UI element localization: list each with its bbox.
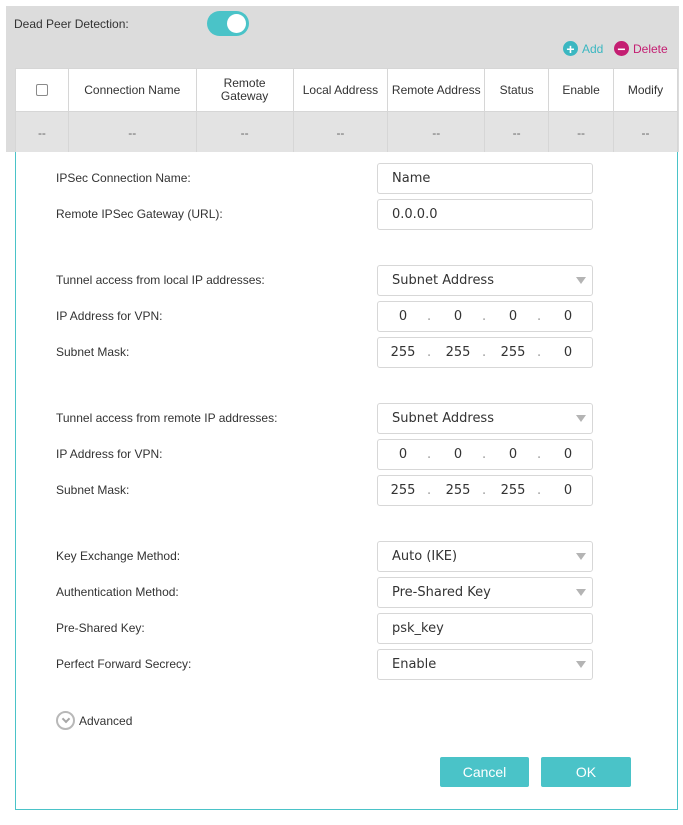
advanced-toggle[interactable]: [56, 711, 132, 730]
mask-octet[interactable]: 0: [563, 345, 573, 360]
cancel-button[interactable]: Cancel: [440, 757, 529, 787]
octet-dot: .: [427, 483, 432, 498]
add-label: Add: [582, 41, 604, 56]
local-ip-label: IP Address for VPN:: [56, 309, 163, 323]
remote-ip-input[interactable]: [377, 439, 593, 470]
delete-button[interactable]: [614, 41, 668, 56]
col-connection-name: Connection Name: [68, 69, 196, 112]
add-button[interactable]: [563, 41, 603, 56]
auth-method-label: Authentication Method:: [56, 585, 179, 599]
mask-octet[interactable]: 255: [390, 345, 416, 360]
octet-dot: .: [482, 483, 487, 498]
mask-octet[interactable]: 255: [500, 483, 526, 498]
ip-octet[interactable]: 0: [508, 447, 518, 462]
delete-label: Delete: [633, 41, 668, 56]
local-access-label: Tunnel access from local IP addresses:: [56, 273, 265, 287]
mask-octet[interactable]: 255: [445, 483, 471, 498]
ip-octet[interactable]: 0: [398, 447, 408, 462]
key-exchange-label: Key Exchange Method:: [56, 549, 181, 563]
col-remote-gateway: [196, 69, 293, 112]
table-cell: --: [388, 112, 485, 154]
octet-dot: .: [482, 447, 487, 462]
pfs-label: Perfect Forward Secrecy:: [56, 657, 192, 671]
local-access-value: Subnet Address: [392, 273, 494, 288]
mask-octet[interactable]: 255: [390, 483, 416, 498]
octet-dot: .: [537, 345, 542, 360]
auth-method-select[interactable]: [377, 577, 593, 608]
table-row: [16, 112, 678, 154]
table-cell: --: [614, 112, 678, 154]
local-mask-label: Subnet Mask:: [56, 345, 130, 359]
remote-mask-label: Subnet Mask:: [56, 483, 130, 497]
select-all-header: [16, 69, 69, 112]
octet-dot: .: [427, 447, 432, 462]
remote-access-value: Subnet Address: [392, 411, 494, 426]
col-status: Status: [485, 69, 549, 112]
col-remote-gateway-line1: Remote: [223, 76, 266, 90]
local-access-select[interactable]: [377, 265, 593, 296]
dropdown-arrow-icon: [576, 589, 586, 596]
mask-octet[interactable]: 0: [563, 483, 573, 498]
remote-access-label: Tunnel access from remote IP addresses:: [56, 411, 278, 425]
ip-octet[interactable]: 0: [563, 309, 573, 324]
vpn-connections-table: [15, 68, 678, 154]
octet-dot: .: [537, 483, 542, 498]
key-exchange-select[interactable]: [377, 541, 593, 572]
plus-icon: +: [563, 41, 578, 56]
ip-octet[interactable]: 0: [453, 447, 463, 462]
octet-dot: .: [427, 345, 432, 360]
remote-mask-input[interactable]: [377, 475, 593, 506]
table-cell: --: [68, 112, 196, 154]
select-all-checkbox[interactable]: [36, 84, 48, 96]
dropdown-arrow-icon: [576, 277, 586, 284]
psk-label: Pre-Shared Key:: [56, 621, 145, 635]
col-enable: Enable: [549, 69, 614, 112]
mask-octet[interactable]: 255: [445, 345, 471, 360]
ok-button[interactable]: OK: [541, 757, 631, 787]
toggle-knob: [227, 14, 246, 33]
table-cell: --: [196, 112, 293, 154]
pfs-value: Enable: [392, 657, 437, 672]
mask-octet[interactable]: 255: [500, 345, 526, 360]
connection-name-label: IPSec Connection Name:: [56, 171, 191, 185]
ip-octet[interactable]: 0: [508, 309, 518, 324]
octet-dot: .: [482, 345, 487, 360]
table-cell: --: [16, 112, 69, 154]
octet-dot: .: [427, 309, 432, 324]
minus-icon: −: [614, 41, 629, 56]
table-cell: --: [293, 112, 388, 154]
key-exchange-value: Auto (IKE): [392, 549, 458, 564]
remote-access-select[interactable]: [377, 403, 593, 434]
table-cell: --: [549, 112, 614, 154]
octet-dot: .: [482, 309, 487, 324]
auth-method-value: Pre-Shared Key: [392, 585, 491, 600]
ip-octet[interactable]: 0: [398, 309, 408, 324]
col-modify: Modify: [614, 69, 678, 112]
psk-input[interactable]: psk_key: [377, 613, 593, 644]
chevron-down-icon: [56, 711, 75, 730]
col-local-address: Local Address: [293, 69, 388, 112]
dead-peer-detection-toggle[interactable]: [207, 11, 249, 36]
local-mask-input[interactable]: [377, 337, 593, 368]
local-ip-input[interactable]: [377, 301, 593, 332]
octet-dot: .: [537, 309, 542, 324]
dropdown-arrow-icon: [576, 553, 586, 560]
table-cell: --: [485, 112, 549, 154]
octet-dot: .: [537, 447, 542, 462]
connection-name-input[interactable]: Name: [377, 163, 593, 194]
dead-peer-detection-label: Dead Peer Detection:: [14, 17, 129, 31]
ip-octet[interactable]: 0: [563, 447, 573, 462]
col-remote-address: Remote Address: [388, 69, 485, 112]
ip-octet[interactable]: 0: [453, 309, 463, 324]
col-remote-gateway-line2: Gateway: [220, 89, 269, 103]
remote-ip-label: IP Address for VPN:: [56, 447, 163, 461]
chevron-glyph: [61, 715, 69, 723]
table-header-row: [16, 69, 678, 112]
remote-gateway-label: Remote IPSec Gateway (URL):: [56, 207, 223, 221]
remote-gateway-input[interactable]: 0.0.0.0: [377, 199, 593, 230]
pfs-select[interactable]: [377, 649, 593, 680]
dropdown-arrow-icon: [576, 415, 586, 422]
dropdown-arrow-icon: [576, 661, 586, 668]
advanced-label: Advanced: [79, 713, 133, 728]
